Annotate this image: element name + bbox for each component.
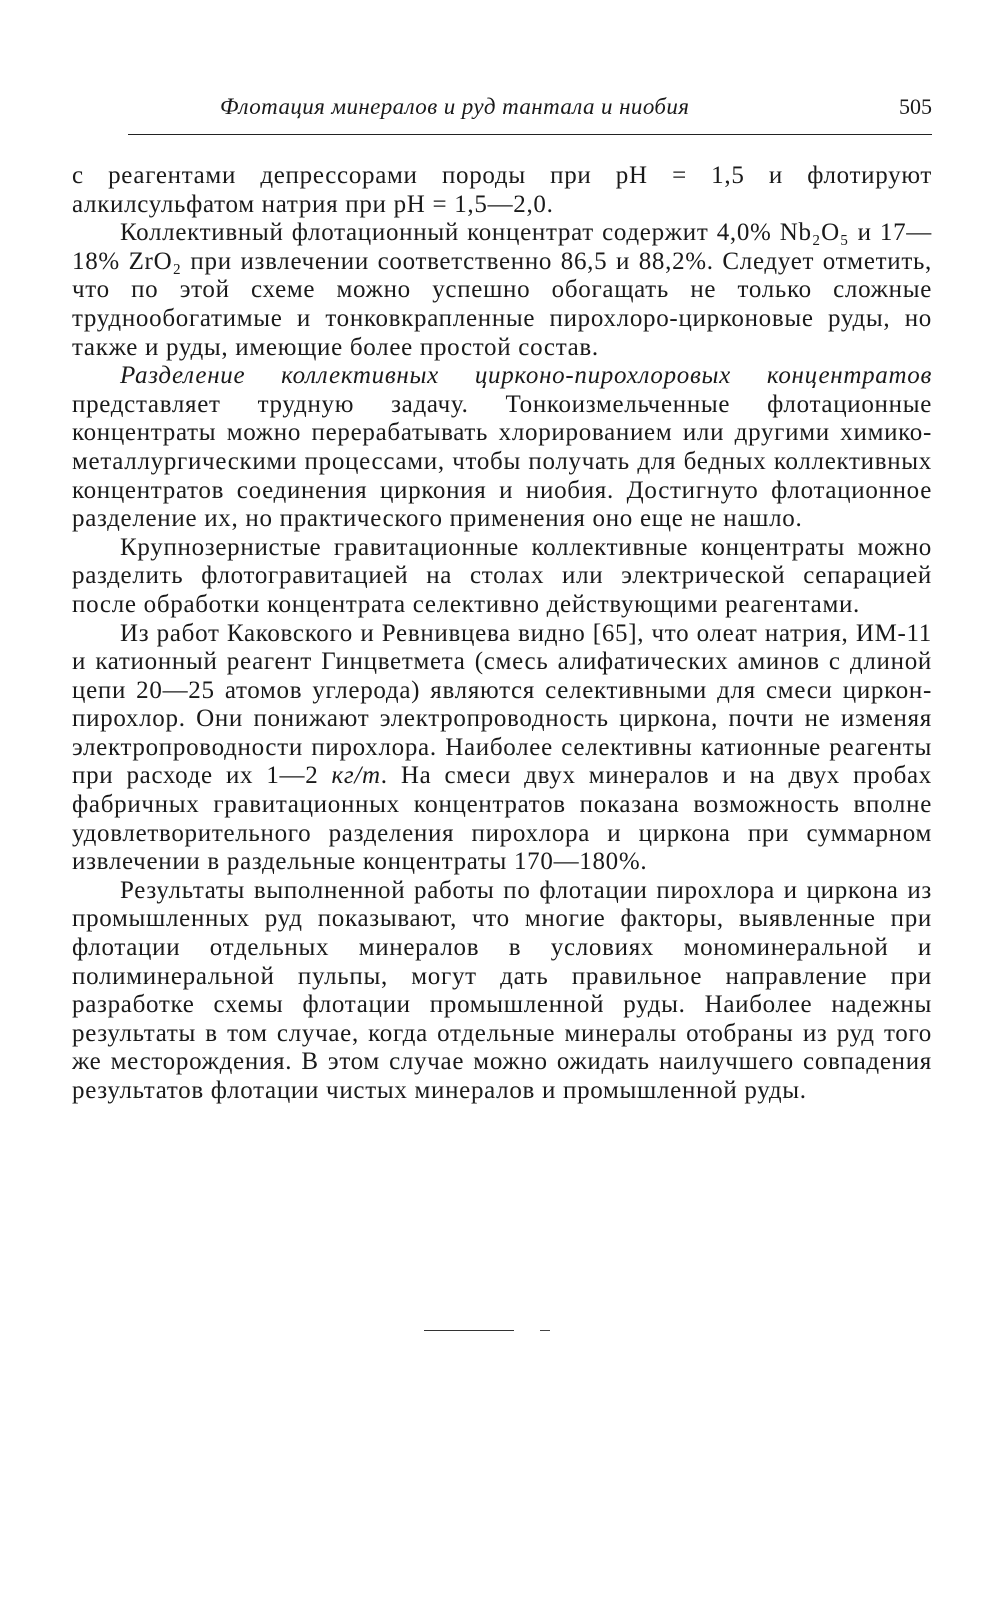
- body-text: [72, 162, 932, 1106]
- paragraph-kakovsky-text-a: Из работ Каковского и Ревнивцева видно [65], что олеат натрия, ИМ-11 и катионный реагент Гинцветмета (смесь алифатических аминов с длиной цепи 20—25 атомов углерода) являются селективными для смеси циркон-пирохлор. Они понижают электропроводность циркона, почти не изменяя электропроводности пирохлора. Наиболее селективны катионные реагенты при расходе их 1—2: [72, 619, 932, 790]
- unit-kg-per-t: кг/т: [331, 762, 381, 790]
- paragraph-separation-text: представляет трудную задачу. Тонкоизмельченные флотационные концентраты можно перерабатывать хлорированием или другими химико-металлургическими процессами, чтобы получать для бедных коллективных концентратов соединения циркония и ниобия. Достигнуто флотационное разделение их, но практического применения оно еще не нашло.: [72, 390, 932, 533]
- paragraph-separation: [72, 362, 932, 534]
- paragraph-gravity-concentrates: Крупнозернистые гравитационные коллективные концентраты можно разделить флотогравитацией на столах или электрической сепарацией после обработки концентрата селективно действующими реагентами.: [72, 533, 932, 618]
- paragraph-kakovsky-text-b: . На смеси двух минералов и на двух пробах фабричных гравитационных концентратов показана возможность вполне удовлетворительного разделения пирохлора и циркона при суммарном извлечении в раздельные концентраты 170—180%.: [72, 762, 932, 876]
- section-end-rule: [424, 1330, 514, 1331]
- paragraph-results: Результаты выполненной работы по флотации пирохлора и циркона из промышленных руд показывают, что многие факторы, выявленные при флотации отдельных минералов в условиях мономинеральной и полиминеральной пульпы, могут дать правильное направление при разработке схемы флотации промышленной руды. Наиболее надежны результаты в том случае, когда отдельные минералы отобраны из руд того же месторождения. В этом случае можно ожидать наилучшего совпадения результатов флотации чистых минералов и промышленной руды.: [72, 876, 932, 1104]
- paragraph-kakovsky-work: [72, 620, 932, 877]
- page-number: 505: [899, 94, 932, 119]
- paragraph-continuation: с реагентами депрессорами породы при pH = 1,5 и флотируют алкилсульфатом натрия при pH = 1,5—2,0.: [72, 162, 932, 218]
- running-header: [128, 94, 932, 135]
- italic-heading: Разделение коллективных цирконо-пирохлоровых концентратов: [120, 362, 932, 390]
- running-title: Флотация минералов и руд тантала и ниобия: [220, 94, 690, 119]
- section-end-rule-dash: [540, 1330, 550, 1331]
- paragraph-collective-concentrate: Коллективный флотационный концентрат содержит 4,0% Nb₂O₅ и 17—18% ZrO₂ при извлечении соответственно 86,5 и 88,2%. Следует отметить, что по этой схеме можно успешно обогащать не только сложные труднообогатимые и тонковкрапленные пирохлоро-цирконовые руды, но также и руды, имеющие более простой состав.: [72, 219, 932, 361]
